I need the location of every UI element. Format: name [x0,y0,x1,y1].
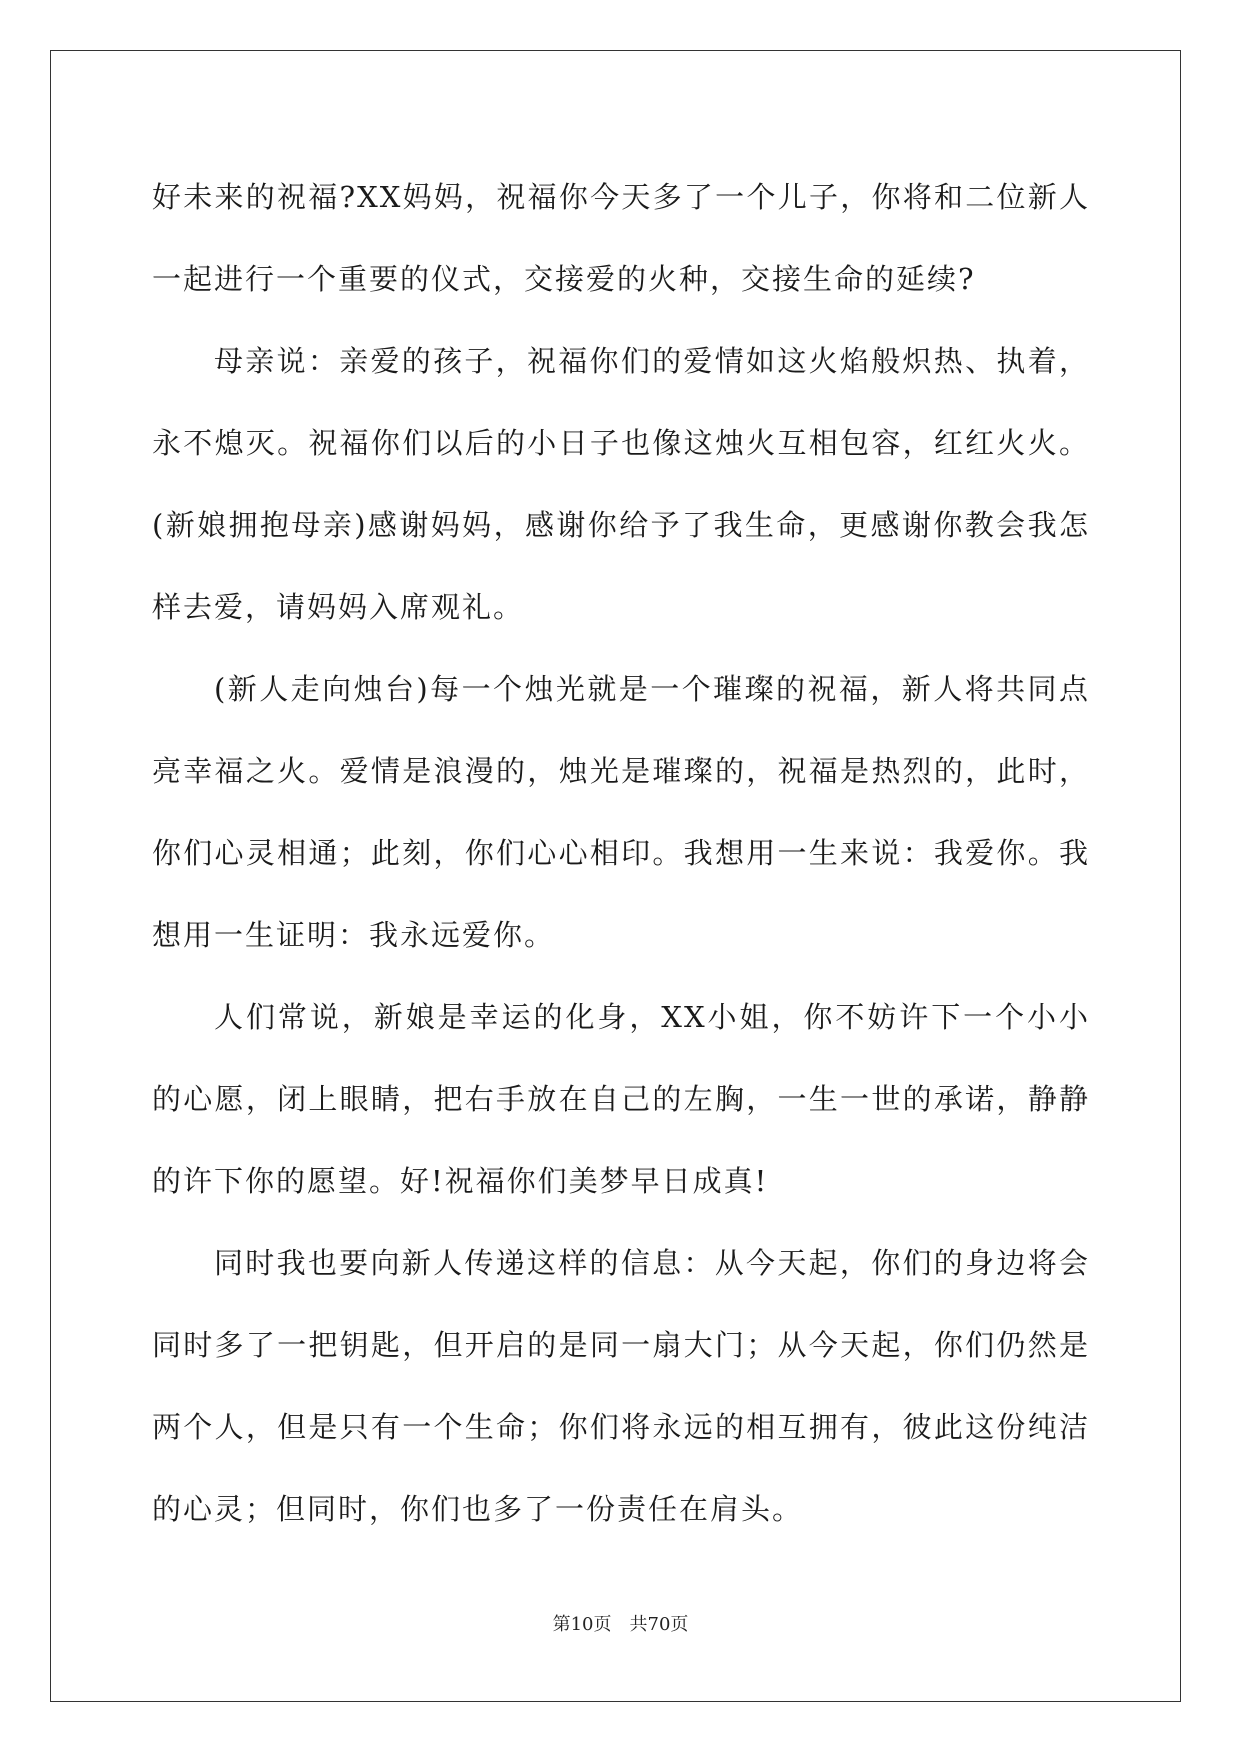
document-body [152,156,1090,1550]
paragraph-4: 人们常说，新娘是幸运的化身，XX小姐，你不妨许下一个小小的心愿，闭上眼睛，把右手放在自己的左胸，一生一世的承诺，静静的许下你的愿望。好!祝福你们美梦早日成真! [152,1000,1090,1198]
paragraph-1: 好未来的祝福?XX妈妈，祝福你今天多了一个儿子，你将和二位新人一起进行一个重要的仪式，交接爱的火种，交接生命的延续? [152,180,1090,296]
paragraph-5: 同时我也要向新人传递这样的信息：从今天起，你们的身边将会同时多了一把钥匙，但开启的是同一扇大门；从今天起，你们仍然是两个人，但是只有一个生命；你们将永远的相互拥有，彼此这份纯洁的心灵；但同时，你们也多了一份责任在肩头。 [152,1246,1090,1526]
paragraph-2: 母亲说：亲爱的孩子，祝福你们的爱情如这火焰般炽热、执着，永不熄灭。祝福你们以后的小日子也像这烛火互相包容，红红火火。(新娘拥抱母亲)感谢妈妈，感谢你给予了我生命，更感谢你教会我怎样去爱，请妈妈入席观礼。 [152,344,1090,624]
paragraph-3: (新人走向烛台)每一个烛光就是一个璀璨的祝福，新人将共同点亮幸福之火。爱情是浪漫的，烛光是璀璨的，祝福是热烈的，此时，你们心灵相通；此刻，你们心心相印。我想用一生来说：我爱你。我想用一生证明：我永远爱你。 [152,672,1090,952]
page-number-footer: 第10页 共70页 [552,1614,689,1635]
